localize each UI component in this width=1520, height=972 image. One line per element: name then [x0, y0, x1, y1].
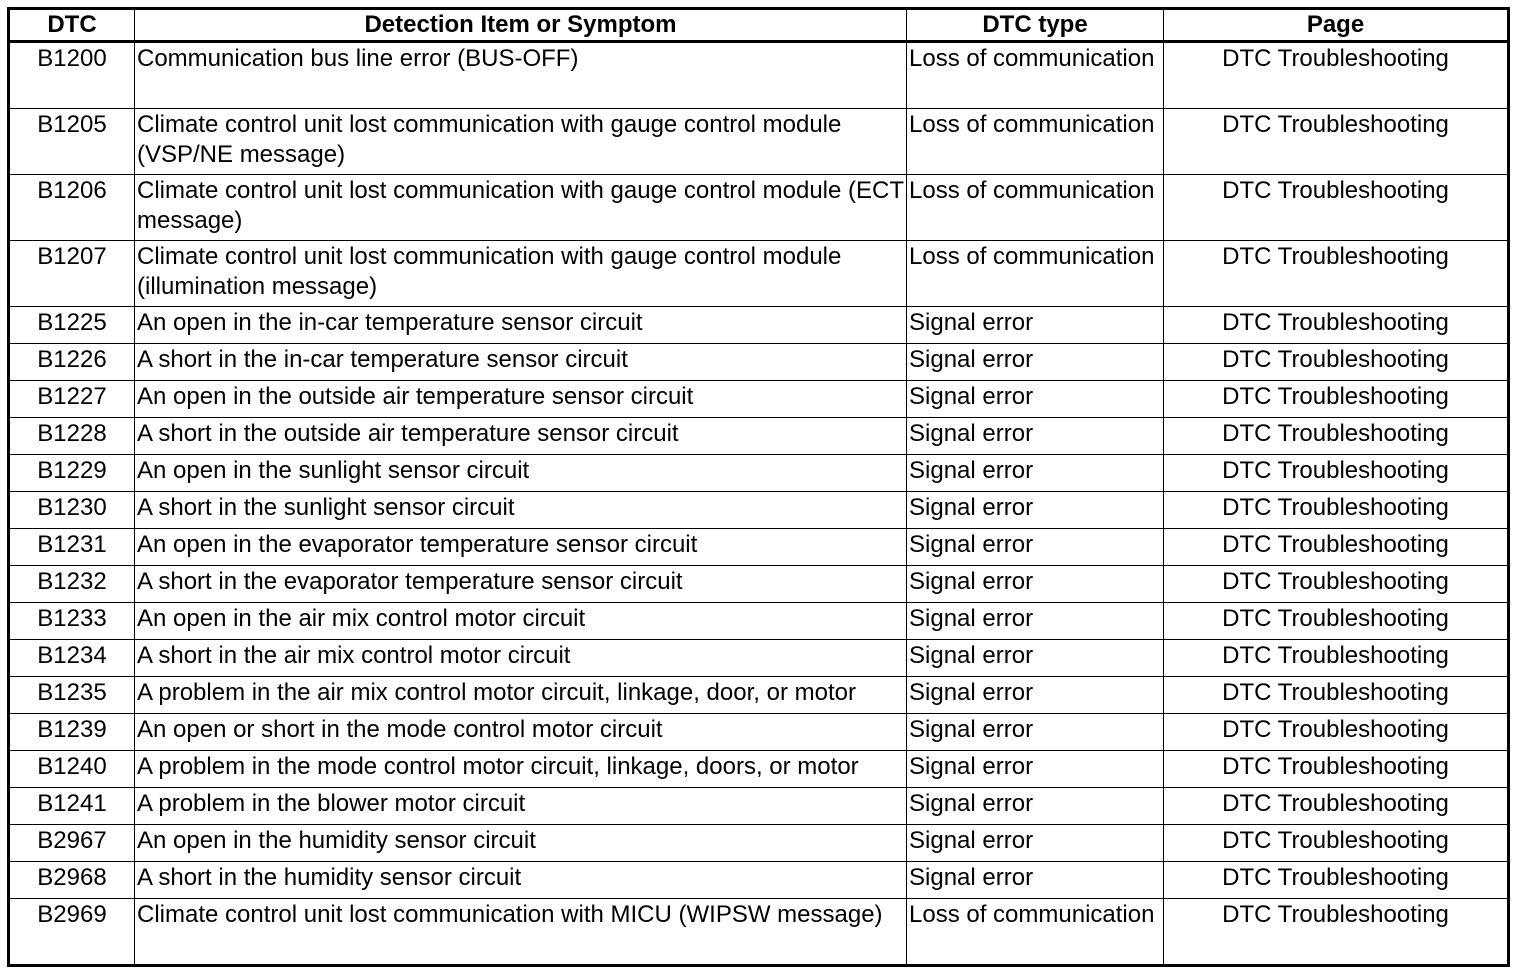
table-row: [9, 714, 1509, 751]
page-link-cell[interactable]: DTC Troubleshooting: [1164, 529, 1509, 566]
header-dtc: DTC: [9, 9, 135, 42]
dtc-code-cell: B1229: [9, 455, 135, 492]
dtc-type-cell: Signal error: [907, 381, 1164, 418]
dtc-type-cell: Signal error: [907, 677, 1164, 714]
detection-item-cell: Climate control unit lost communication with gauge control module (illumination message): [135, 241, 907, 307]
table-row: [9, 862, 1509, 899]
dtc-type-cell: Signal error: [907, 751, 1164, 788]
table-row: [9, 418, 1509, 455]
table-row: [9, 899, 1509, 966]
page-link-cell[interactable]: DTC Troubleshooting: [1164, 566, 1509, 603]
detection-item-cell: A short in the in-car temperature sensor circuit: [135, 344, 907, 381]
header-row: [9, 9, 1509, 42]
detection-item-cell: An open or short in the mode control motor circuit: [135, 714, 907, 751]
dtc-code-cell: B1228: [9, 418, 135, 455]
table-row: [9, 344, 1509, 381]
dtc-type-cell: Signal error: [907, 825, 1164, 862]
dtc-type-cell: Signal error: [907, 566, 1164, 603]
detection-item-cell: A short in the evaporator temperature sensor circuit: [135, 566, 907, 603]
table-row: [9, 307, 1509, 344]
page-link-cell[interactable]: DTC Troubleshooting: [1164, 175, 1509, 241]
dtc-code-cell: B1225: [9, 307, 135, 344]
table-row: [9, 175, 1509, 241]
dtc-type-cell: Signal error: [907, 307, 1164, 344]
detection-item-cell: A problem in the mode control motor circuit, linkage, doors, or motor: [135, 751, 907, 788]
dtc-type-cell: Signal error: [907, 455, 1164, 492]
dtc-code-cell: B2969: [9, 899, 135, 966]
page-link-cell[interactable]: DTC Troubleshooting: [1164, 677, 1509, 714]
page-link-cell[interactable]: DTC Troubleshooting: [1164, 307, 1509, 344]
page-link-cell[interactable]: DTC Troubleshooting: [1164, 751, 1509, 788]
table-row: [9, 603, 1509, 640]
dtc-code-cell: B1232: [9, 566, 135, 603]
page-link-cell[interactable]: DTC Troubleshooting: [1164, 42, 1509, 109]
dtc-code-cell: B1239: [9, 714, 135, 751]
detection-item-cell: An open in the outside air temperature sensor circuit: [135, 381, 907, 418]
table-row: [9, 677, 1509, 714]
table-row: [9, 529, 1509, 566]
detection-item-cell: Climate control unit lost communication with gauge control module (ECT message): [135, 175, 907, 241]
dtc-code-cell: B1206: [9, 175, 135, 241]
page-link-cell[interactable]: DTC Troubleshooting: [1164, 603, 1509, 640]
detection-item-cell: A problem in the blower motor circuit: [135, 788, 907, 825]
dtc-type-cell: Signal error: [907, 788, 1164, 825]
detection-item-cell: An open in the sunlight sensor circuit: [135, 455, 907, 492]
page-link-cell[interactable]: DTC Troubleshooting: [1164, 788, 1509, 825]
dtc-type-cell: Signal error: [907, 640, 1164, 677]
table-row: [9, 825, 1509, 862]
dtc-type-cell: Loss of communication: [907, 109, 1164, 175]
table-row: [9, 492, 1509, 529]
page-link-cell[interactable]: DTC Troubleshooting: [1164, 109, 1509, 175]
page-link-cell[interactable]: DTC Troubleshooting: [1164, 241, 1509, 307]
page-link-cell[interactable]: DTC Troubleshooting: [1164, 714, 1509, 751]
dtc-type-cell: Signal error: [907, 344, 1164, 381]
dtc-code-cell: B1241: [9, 788, 135, 825]
dtc-code-cell: B2967: [9, 825, 135, 862]
table-row: [9, 109, 1509, 175]
page-link-cell[interactable]: DTC Troubleshooting: [1164, 344, 1509, 381]
table-row: [9, 241, 1509, 307]
table-row: [9, 566, 1509, 603]
dtc-code-cell: B1226: [9, 344, 135, 381]
table-body: [9, 42, 1509, 966]
detection-item-cell: A short in the air mix control motor circuit: [135, 640, 907, 677]
dtc-table: [7, 7, 1510, 967]
page-link-cell[interactable]: DTC Troubleshooting: [1164, 640, 1509, 677]
table-row: [9, 751, 1509, 788]
table-row: [9, 42, 1509, 109]
detection-item-cell: A short in the outside air temperature sensor circuit: [135, 418, 907, 455]
header-page: Page: [1164, 9, 1509, 42]
dtc-type-cell: Loss of communication: [907, 241, 1164, 307]
dtc-code-cell: B1240: [9, 751, 135, 788]
page-link-cell[interactable]: DTC Troubleshooting: [1164, 825, 1509, 862]
detection-item-cell: A short in the sunlight sensor circuit: [135, 492, 907, 529]
dtc-code-cell: B1230: [9, 492, 135, 529]
dtc-type-cell: Loss of communication: [907, 175, 1164, 241]
dtc-code-cell: B2968: [9, 862, 135, 899]
page-link-cell[interactable]: DTC Troubleshooting: [1164, 862, 1509, 899]
dtc-code-cell: B1227: [9, 381, 135, 418]
dtc-code-cell: B1207: [9, 241, 135, 307]
table-row: [9, 381, 1509, 418]
page-link-cell[interactable]: DTC Troubleshooting: [1164, 455, 1509, 492]
page-link-cell[interactable]: DTC Troubleshooting: [1164, 899, 1509, 966]
dtc-code-cell: B1200: [9, 42, 135, 109]
dtc-type-cell: Signal error: [907, 603, 1164, 640]
dtc-code-cell: B1231: [9, 529, 135, 566]
detection-item-cell: A short in the humidity sensor circuit: [135, 862, 907, 899]
page-link-cell[interactable]: DTC Troubleshooting: [1164, 381, 1509, 418]
page-link-cell[interactable]: DTC Troubleshooting: [1164, 418, 1509, 455]
table-row: [9, 640, 1509, 677]
detection-item-cell: An open in the humidity sensor circuit: [135, 825, 907, 862]
dtc-code-cell: B1234: [9, 640, 135, 677]
dtc-type-cell: Signal error: [907, 529, 1164, 566]
dtc-type-cell: Loss of communication: [907, 899, 1164, 966]
detection-item-cell: A problem in the air mix control motor circuit, linkage, door, or motor: [135, 677, 907, 714]
detection-item-cell: An open in the in-car temperature sensor circuit: [135, 307, 907, 344]
table-header: [9, 9, 1509, 42]
table-row: [9, 455, 1509, 492]
detection-item-cell: An open in the air mix control motor circuit: [135, 603, 907, 640]
detection-item-cell: Climate control unit lost communication with gauge control module (VSP/NE message): [135, 109, 907, 175]
dtc-code-cell: B1233: [9, 603, 135, 640]
detection-item-cell: An open in the evaporator temperature sensor circuit: [135, 529, 907, 566]
dtc-code-cell: B1235: [9, 677, 135, 714]
dtc-type-cell: Signal error: [907, 418, 1164, 455]
table-row: [9, 788, 1509, 825]
page-link-cell[interactable]: DTC Troubleshooting: [1164, 492, 1509, 529]
header-detection-item: Detection Item or Symptom: [135, 9, 907, 42]
dtc-type-cell: Signal error: [907, 714, 1164, 751]
dtc-type-cell: Signal error: [907, 862, 1164, 899]
detection-item-cell: Climate control unit lost communication with MICU (WIPSW message): [135, 899, 907, 966]
dtc-code-cell: B1205: [9, 109, 135, 175]
dtc-type-cell: Loss of communication: [907, 42, 1164, 109]
dtc-type-cell: Signal error: [907, 492, 1164, 529]
detection-item-cell: Communication bus line error (BUS-OFF): [135, 42, 907, 109]
header-dtc-type: DTC type: [907, 9, 1164, 42]
